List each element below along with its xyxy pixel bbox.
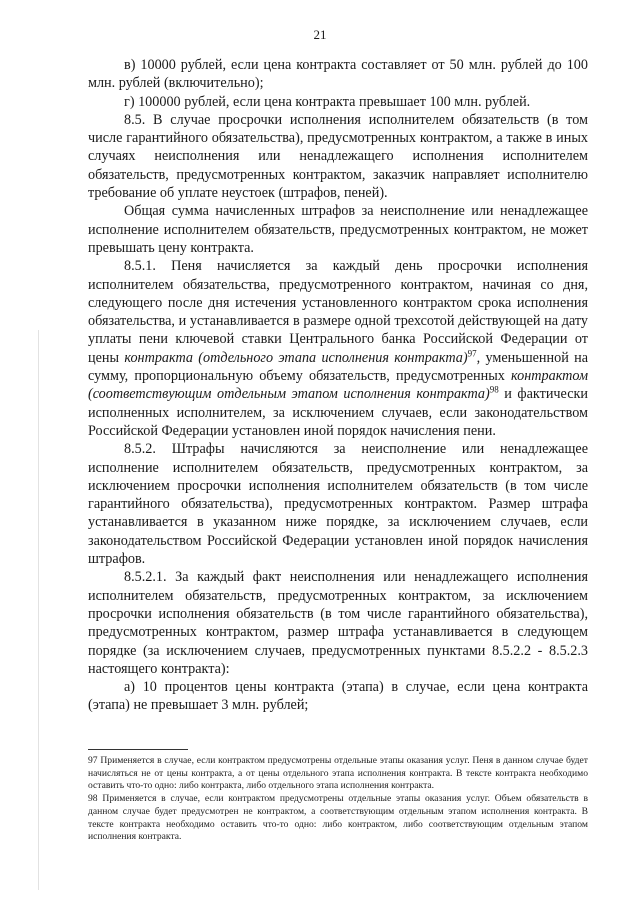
clause-8-5-1-text-a: 8.5.1. Пеня начисляется за каждый день просрочки исполнения исполнителем обязательства, предусмотренного контрактом, начиная со дня, следующего после дня истечения установленного контрактом срока исполнения обязательства, и устанавливается в размере одной трехсотой действующей на дату уплаты пени ключевой ставки Центрального банка Российской Федерации от цены (88, 258, 588, 366)
footnote-separator (88, 749, 188, 750)
footnotes (88, 755, 588, 844)
clause-8-5-2-1 (88, 568, 588, 678)
body-text (88, 56, 588, 715)
item-v (88, 56, 588, 93)
item-g-text: г) 100000 рублей, если цена контракта превышает 100 млн. рублей. (124, 93, 531, 110)
clause-8-5-2-text: 8.5.2. Штрафы начисляются за неисполнение или ненадлежащее исполнение исполнителем обязательств, предусмотренных контрактом, за исключением просрочки исполнения исполнителем обязательств (в том числе гарантийного обязательства), предусмотренных контрактом. Размер штрафа устанавливается в указанном ниже порядке, за исключением случаев, если законодательством Российской Федерации установлен иной порядок начисления штрафов. (88, 441, 588, 568)
total-penalty-text: Общая сумма начисленных штрафов за неисполнение или ненадлежащее исполнение исполнителем обязательств, предусмотренных контрактом, не может превышать цену контракта. (88, 203, 588, 256)
item-a (88, 678, 588, 715)
item-a-text: а) 10 процентов цены контракта (этапа) в случае, если цена контракта (этапа) не превышает 3 млн. рублей; (88, 679, 588, 714)
footnote-97: 97 Применяется в случае, если контрактом предусмотрены отдельные этапы оказания услуг. Пеня в данном случае будет начисляться не от цены контракта, а от цены отдельного этапа исполнения контракта. В тексте контракта необходимо оставить что-то одно: либо контракта, либо отдельного этапа исполнения контракта. (88, 755, 588, 792)
item-v-text: в) 10000 рублей, если цена контракта составляет от 50 млн. рублей до 100 млн. рублей (включительно); (88, 57, 588, 92)
clause-8-5-1-italic-b: контрактом (соответствующим отдельным этапом исполнения контракта) (88, 368, 588, 403)
clause-8-5-1 (88, 257, 588, 440)
scan-edge-line (38, 330, 39, 890)
clause-8-5-1-text-c: и фактически исполненных исполнителем, за исключением случаев, если законодательством Российской Федерации установлен иной порядок начисления пени. (88, 386, 588, 439)
clause-8-5-2-1-text: 8.5.2.1. За каждый факт неисполнения или ненадлежащего исполнения исполнителем обязательств, предусмотренных контрактом, за исключением просрочки исполнения обязательств (в том числе гарантийного обязательства), предусмотренных контрактом, размер штрафа устанавливается в следующем порядке (за исключением случаев, предусмотренных пунктами 8.5.2.2 - 8.5.2.3 настоящего контракта): (88, 569, 588, 677)
footnote-ref-98[interactable]: 98 (489, 384, 499, 395)
clause-8-5 (88, 111, 588, 202)
clause-8-5-text: 8.5. В случае просрочки исполнения исполнителем обязательств (в том числе гарантийного обязательства), предусмотренных контрактом, а также в иных случаях неисполнения или ненадлежащего исполнения исполнителем обязательств, предусмотренных контрактом, заказчик направляет исполнителю требование об уплате неустоек (штрафов, пеней). (88, 111, 588, 202)
footnote-98: 98 Применяется в случае, если контрактом предусмотрены отдельные этапы оказания услуг. Объем обязательств в данном случае будет предусмотрен не контрактом, а соответствующим отдельным этапом исполнения контракта. В тексте контракта необходимо оставить что-то одно: либо контрактом, либо соответствующим отдельным этапом исполнения контракта. (88, 793, 588, 843)
clause-8-5-1-italic-a: контракта (отдельного этапа исполнения контракта) (124, 349, 468, 366)
clause-8-5-2 (88, 440, 588, 568)
footnote-ref-97[interactable]: 97 (467, 348, 477, 359)
page-number: 21 (313, 27, 327, 42)
clause-8-5-1-text-b: , уменьшенной на сумму, пропорциональную объему обязательств, предусмотренных (88, 349, 589, 385)
total-penalty-paragraph (88, 202, 588, 257)
item-g (88, 93, 588, 111)
